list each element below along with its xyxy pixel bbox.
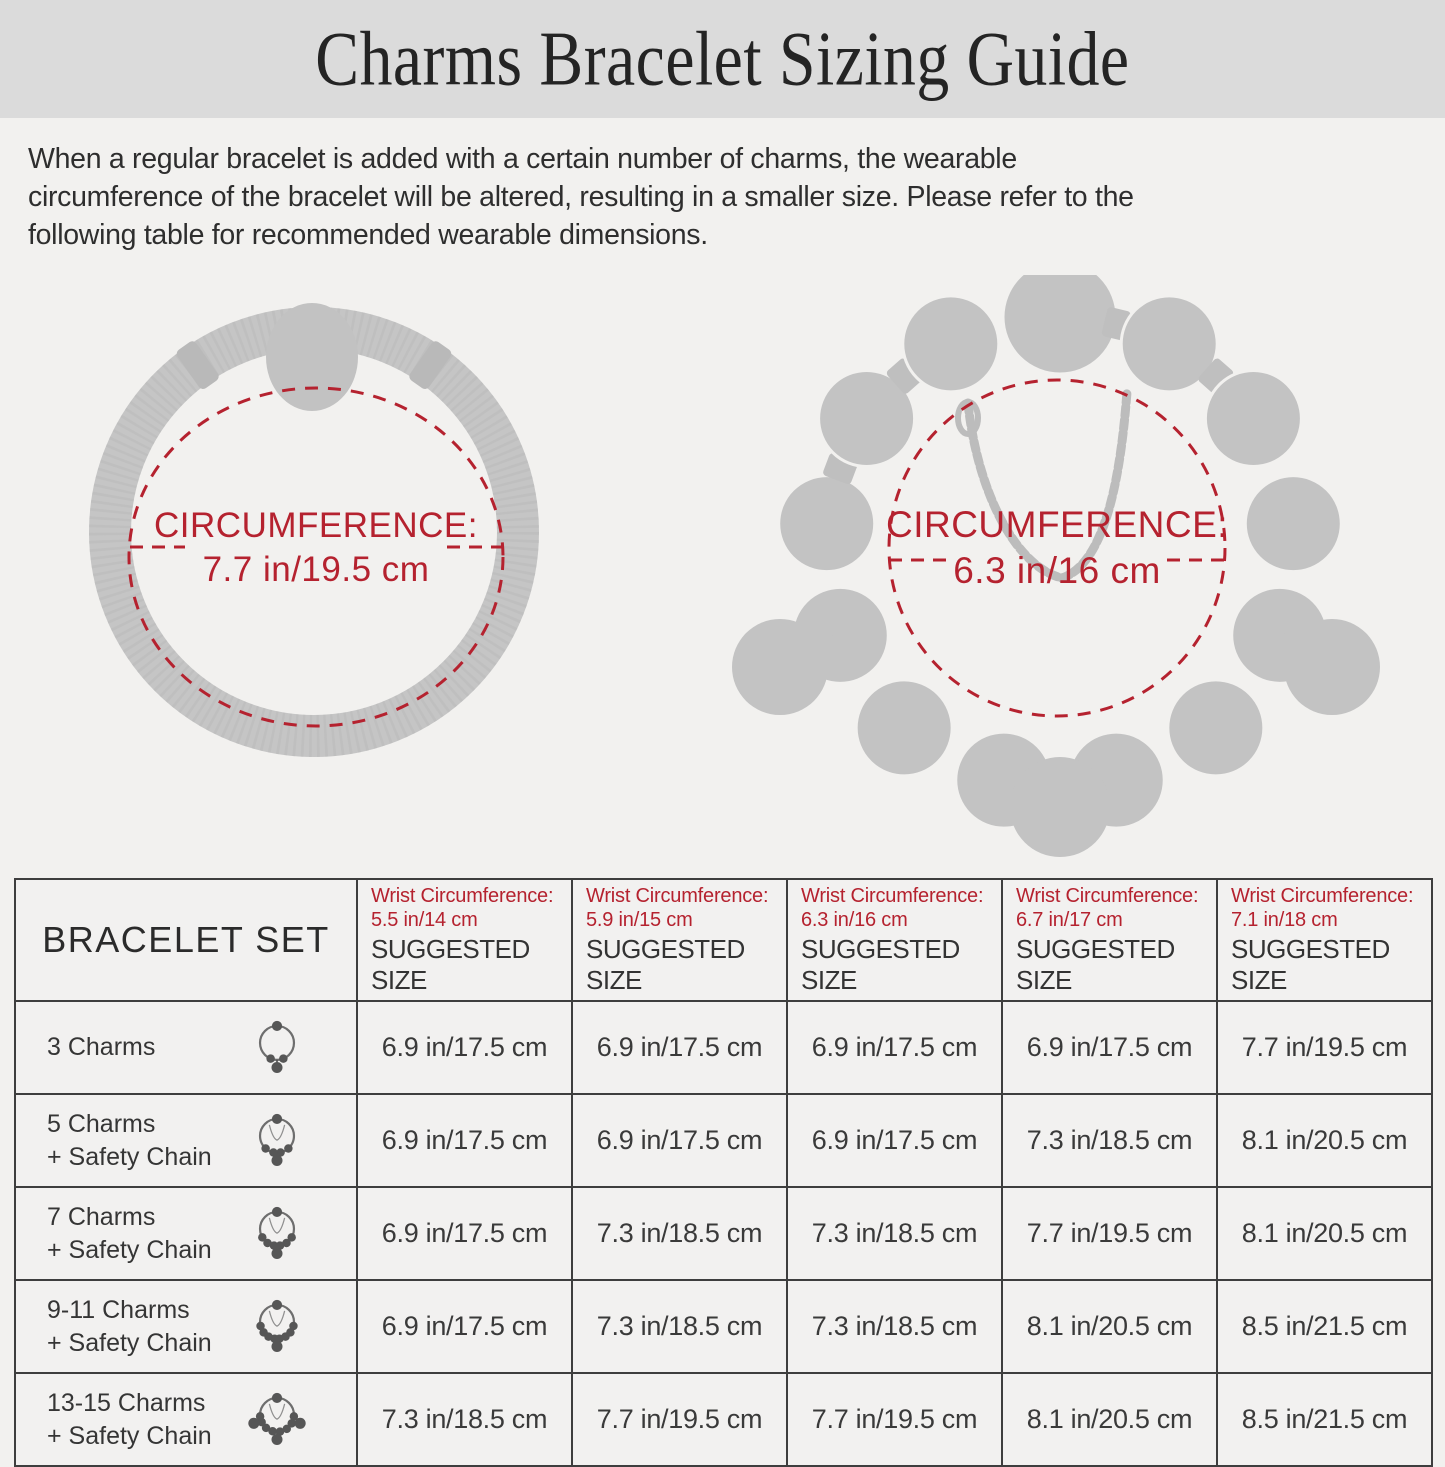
intro-line: circumference of the bracelet will be altered, resulting in a smaller size. Please refer to the: [28, 181, 1134, 214]
wrist-circumference-label: Wrist Circumference:: [1231, 885, 1414, 907]
circumference-value: 6.3 in/16 cm: [953, 550, 1161, 591]
wrist-circumference-label: Wrist Circumference:: [1016, 885, 1199, 907]
suggested-size-value: 6.9 in/17.5 cm: [572, 1001, 787, 1094]
table-row: [15, 1094, 1432, 1187]
suggested-size-value: 8.1 in/20.5 cm: [1217, 1187, 1432, 1280]
table-header-row: [15, 879, 1432, 1001]
suggested-size-value: 6.9 in/17.5 cm: [787, 1001, 1002, 1094]
wrist-circumference-value: 6.3 in/16 cm: [801, 909, 908, 931]
table-row: [15, 1187, 1432, 1280]
suggested-size-value: 7.3 in/18.5 cm: [572, 1187, 787, 1280]
header-band: [0, 0, 1445, 118]
circumference-value: 7.7 in/19.5 cm: [202, 550, 430, 589]
suggested-size-label: SUGGESTED SIZE: [1231, 934, 1390, 995]
circumference-label: CIRCUMFERENCE:: [154, 506, 478, 545]
charm-bracelet-with-safety-chain-illustration: [715, 275, 1415, 860]
suggested-size-value: 7.7 in/19.5 cm: [1002, 1187, 1217, 1280]
bracelet-set-label: 3 Charms: [47, 1033, 156, 1062]
bracelet-set-cell: [15, 1187, 357, 1280]
wrist-circumference-label: Wrist Circumference:: [801, 885, 984, 907]
suggested-size-value: 6.9 in/17.5 cm: [787, 1094, 1002, 1187]
bracelet-9-11-charms-safety-chain-icon: [248, 1299, 306, 1355]
suggested-size-value: 8.1 in/20.5 cm: [1002, 1280, 1217, 1373]
wrist-circumference-column-header: [357, 879, 572, 1001]
suggested-size-value: 7.3 in/18.5 cm: [357, 1373, 572, 1466]
bracelet-3-charms-icon: [248, 1020, 306, 1076]
wrist-circumference-label: Wrist Circumference:: [586, 885, 769, 907]
wrist-circumference-value: 5.9 in/15 cm: [586, 909, 693, 931]
circumference-dashed-circle: [889, 380, 1225, 716]
wrist-circumference-column-header: [572, 879, 787, 1001]
table-row: [15, 1280, 1432, 1373]
suggested-size-value: 8.1 in/20.5 cm: [1217, 1094, 1432, 1187]
bracelet-set-label: 7 Charms: [47, 1203, 156, 1231]
bracelet-13-15-charms-safety-chain-icon: [248, 1392, 306, 1448]
wrist-circumference-column-header: [1002, 879, 1217, 1001]
bracelet-set-label: + Safety Chain: [47, 1328, 212, 1357]
wrist-circumference-value: 7.1 in/18 cm: [1231, 909, 1338, 931]
bracelet-set-label: + Safety Chain: [47, 1142, 212, 1171]
suggested-size-value: 7.3 in/18.5 cm: [787, 1187, 1002, 1280]
suggested-size-value: 6.9 in/17.5 cm: [357, 1280, 572, 1373]
suggested-size-label: SUGGESTED SIZE: [371, 934, 530, 995]
bracelet-set-label: 9-11 Charms: [47, 1296, 190, 1324]
wrist-circumference-value: 6.7 in/17 cm: [1016, 909, 1123, 931]
table-row: [15, 1001, 1432, 1094]
intro-text: [28, 140, 1428, 255]
sizing-table: [14, 878, 1433, 1467]
bracelet-set-label: + Safety Chain: [47, 1421, 212, 1450]
intro-line: following table for recommended wearable dimensions.: [28, 219, 708, 252]
suggested-size-value: 8.1 in/20.5 cm: [1002, 1373, 1217, 1466]
wrist-circumference-value: 5.5 in/14 cm: [371, 909, 478, 931]
bracelet-set-label: 13-15 Charms: [47, 1389, 206, 1417]
plain-bracelet-illustration: [55, 285, 665, 860]
suggested-size-value: 6.9 in/17.5 cm: [357, 1187, 572, 1280]
page-title: Charms Bracelet Sizing Guide: [315, 15, 1130, 102]
suggested-size-value: 7.7 in/19.5 cm: [1217, 1001, 1432, 1094]
wrist-circumference-column-header: [1217, 879, 1432, 1001]
suggested-size-value: 8.5 in/21.5 cm: [1217, 1373, 1432, 1466]
bracelet-set-label: + Safety Chain: [47, 1235, 212, 1264]
bracelet-7-charms-safety-chain-icon: [248, 1206, 306, 1262]
bracelet-set-header: BRACELET SET: [15, 879, 357, 1001]
suggested-size-value: 6.9 in/17.5 cm: [1002, 1001, 1217, 1094]
suggested-size-label: SUGGESTED SIZE: [1016, 934, 1175, 995]
wrist-circumference-label: Wrist Circumference:: [371, 885, 554, 907]
suggested-size-value: 6.9 in/17.5 cm: [572, 1094, 787, 1187]
wrist-circumference-column-header: [787, 879, 1002, 1001]
suggested-size-value: 6.9 in/17.5 cm: [357, 1001, 572, 1094]
intro-line: When a regular bracelet is added with a certain number of charms, the wearable: [28, 143, 1017, 175]
suggested-size-value: 7.3 in/18.5 cm: [572, 1280, 787, 1373]
bracelet-set-cell: [15, 1280, 357, 1373]
bracelet-5-charms-safety-chain-icon: [248, 1113, 306, 1169]
suggested-size-label: SUGGESTED SIZE: [586, 934, 745, 995]
bracelet-set-cell: [15, 1001, 357, 1094]
suggested-size-value: 7.3 in/18.5 cm: [1002, 1094, 1217, 1187]
bracelet-set-cell: [15, 1094, 357, 1187]
suggested-size-value: 6.9 in/17.5 cm: [357, 1094, 572, 1187]
suggested-size-value: 8.5 in/21.5 cm: [1217, 1280, 1432, 1373]
suggested-size-value: 7.7 in/19.5 cm: [572, 1373, 787, 1466]
table-row: [15, 1373, 1432, 1466]
circumference-label: CIRCUMFERENCE:: [885, 504, 1229, 545]
bracelet-set-cell: [15, 1373, 357, 1466]
bracelet-set-label: 5 Charms: [47, 1110, 156, 1138]
suggested-size-label: SUGGESTED SIZE: [801, 934, 960, 995]
suggested-size-value: 7.3 in/18.5 cm: [787, 1280, 1002, 1373]
bracelet-clasp: [266, 303, 358, 411]
suggested-size-value: 7.7 in/19.5 cm: [787, 1373, 1002, 1466]
